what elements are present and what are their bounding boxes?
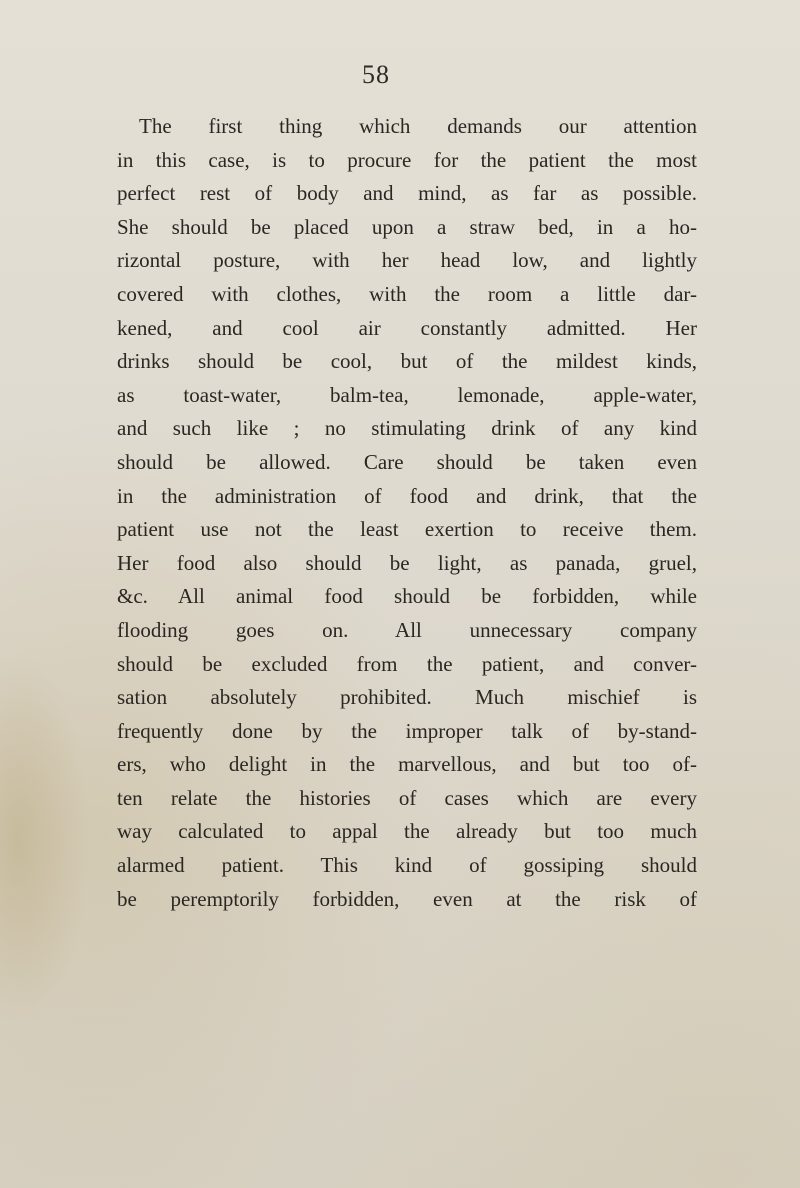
text-line: &c. All animal food should be forbidden, while bbox=[117, 584, 697, 609]
text-line: and such like ; no stimulating drink of any kind bbox=[117, 416, 697, 441]
text-line: alarmed patient. This kind of gossiping should bbox=[117, 853, 697, 878]
paper-stain bbox=[0, 650, 90, 1030]
text-line: rizontal posture, with her head low, and lightly bbox=[117, 248, 697, 273]
text-line: kened, and cool air constantly admitted. Her bbox=[117, 315, 697, 340]
text-line: The first thing which demands our attention bbox=[139, 114, 697, 138]
text-line: in the administration of food and drink, that the bbox=[117, 483, 697, 508]
text-line: patient use not the least exertion to receive them. bbox=[117, 517, 697, 542]
text-line: frequently done by the improper talk of by-stand- bbox=[117, 718, 697, 743]
text-line: as toast-water, balm-tea, lemonade, apple-water, bbox=[117, 382, 697, 407]
text-line: flooding goes on. All unnecessary company bbox=[117, 617, 697, 642]
text-line: be peremptorily forbidden, even at the risk of bbox=[117, 886, 697, 911]
text-line: should be excluded from the patient, and conver- bbox=[117, 651, 697, 676]
text-line: ten relate the histories of cases which are every bbox=[117, 785, 697, 810]
text-line: way calculated to appal the already but too much bbox=[117, 819, 697, 844]
text-line: Her food also should be light, as panada, gruel, bbox=[117, 550, 697, 575]
text-line: perfect rest of body and mind, as far as possible. bbox=[117, 181, 697, 206]
body-paragraph bbox=[117, 110, 697, 916]
text-line: should be allowed. Care should be taken even bbox=[117, 449, 697, 474]
text-line: She should be placed upon a straw bed, in a ho- bbox=[117, 214, 697, 239]
text-line: sation absolutely prohibited. Much mischief is bbox=[117, 685, 697, 710]
text-line: covered with clothes, with the room a little dar- bbox=[117, 281, 697, 306]
page-number: 58 bbox=[362, 60, 390, 89]
text-line: drinks should be cool, but of the mildest kinds, bbox=[117, 349, 697, 374]
text-line: ers, who delight in the marvellous, and but too of- bbox=[117, 752, 697, 777]
text-line: in this case, is to procure for the patient the most bbox=[117, 147, 697, 172]
